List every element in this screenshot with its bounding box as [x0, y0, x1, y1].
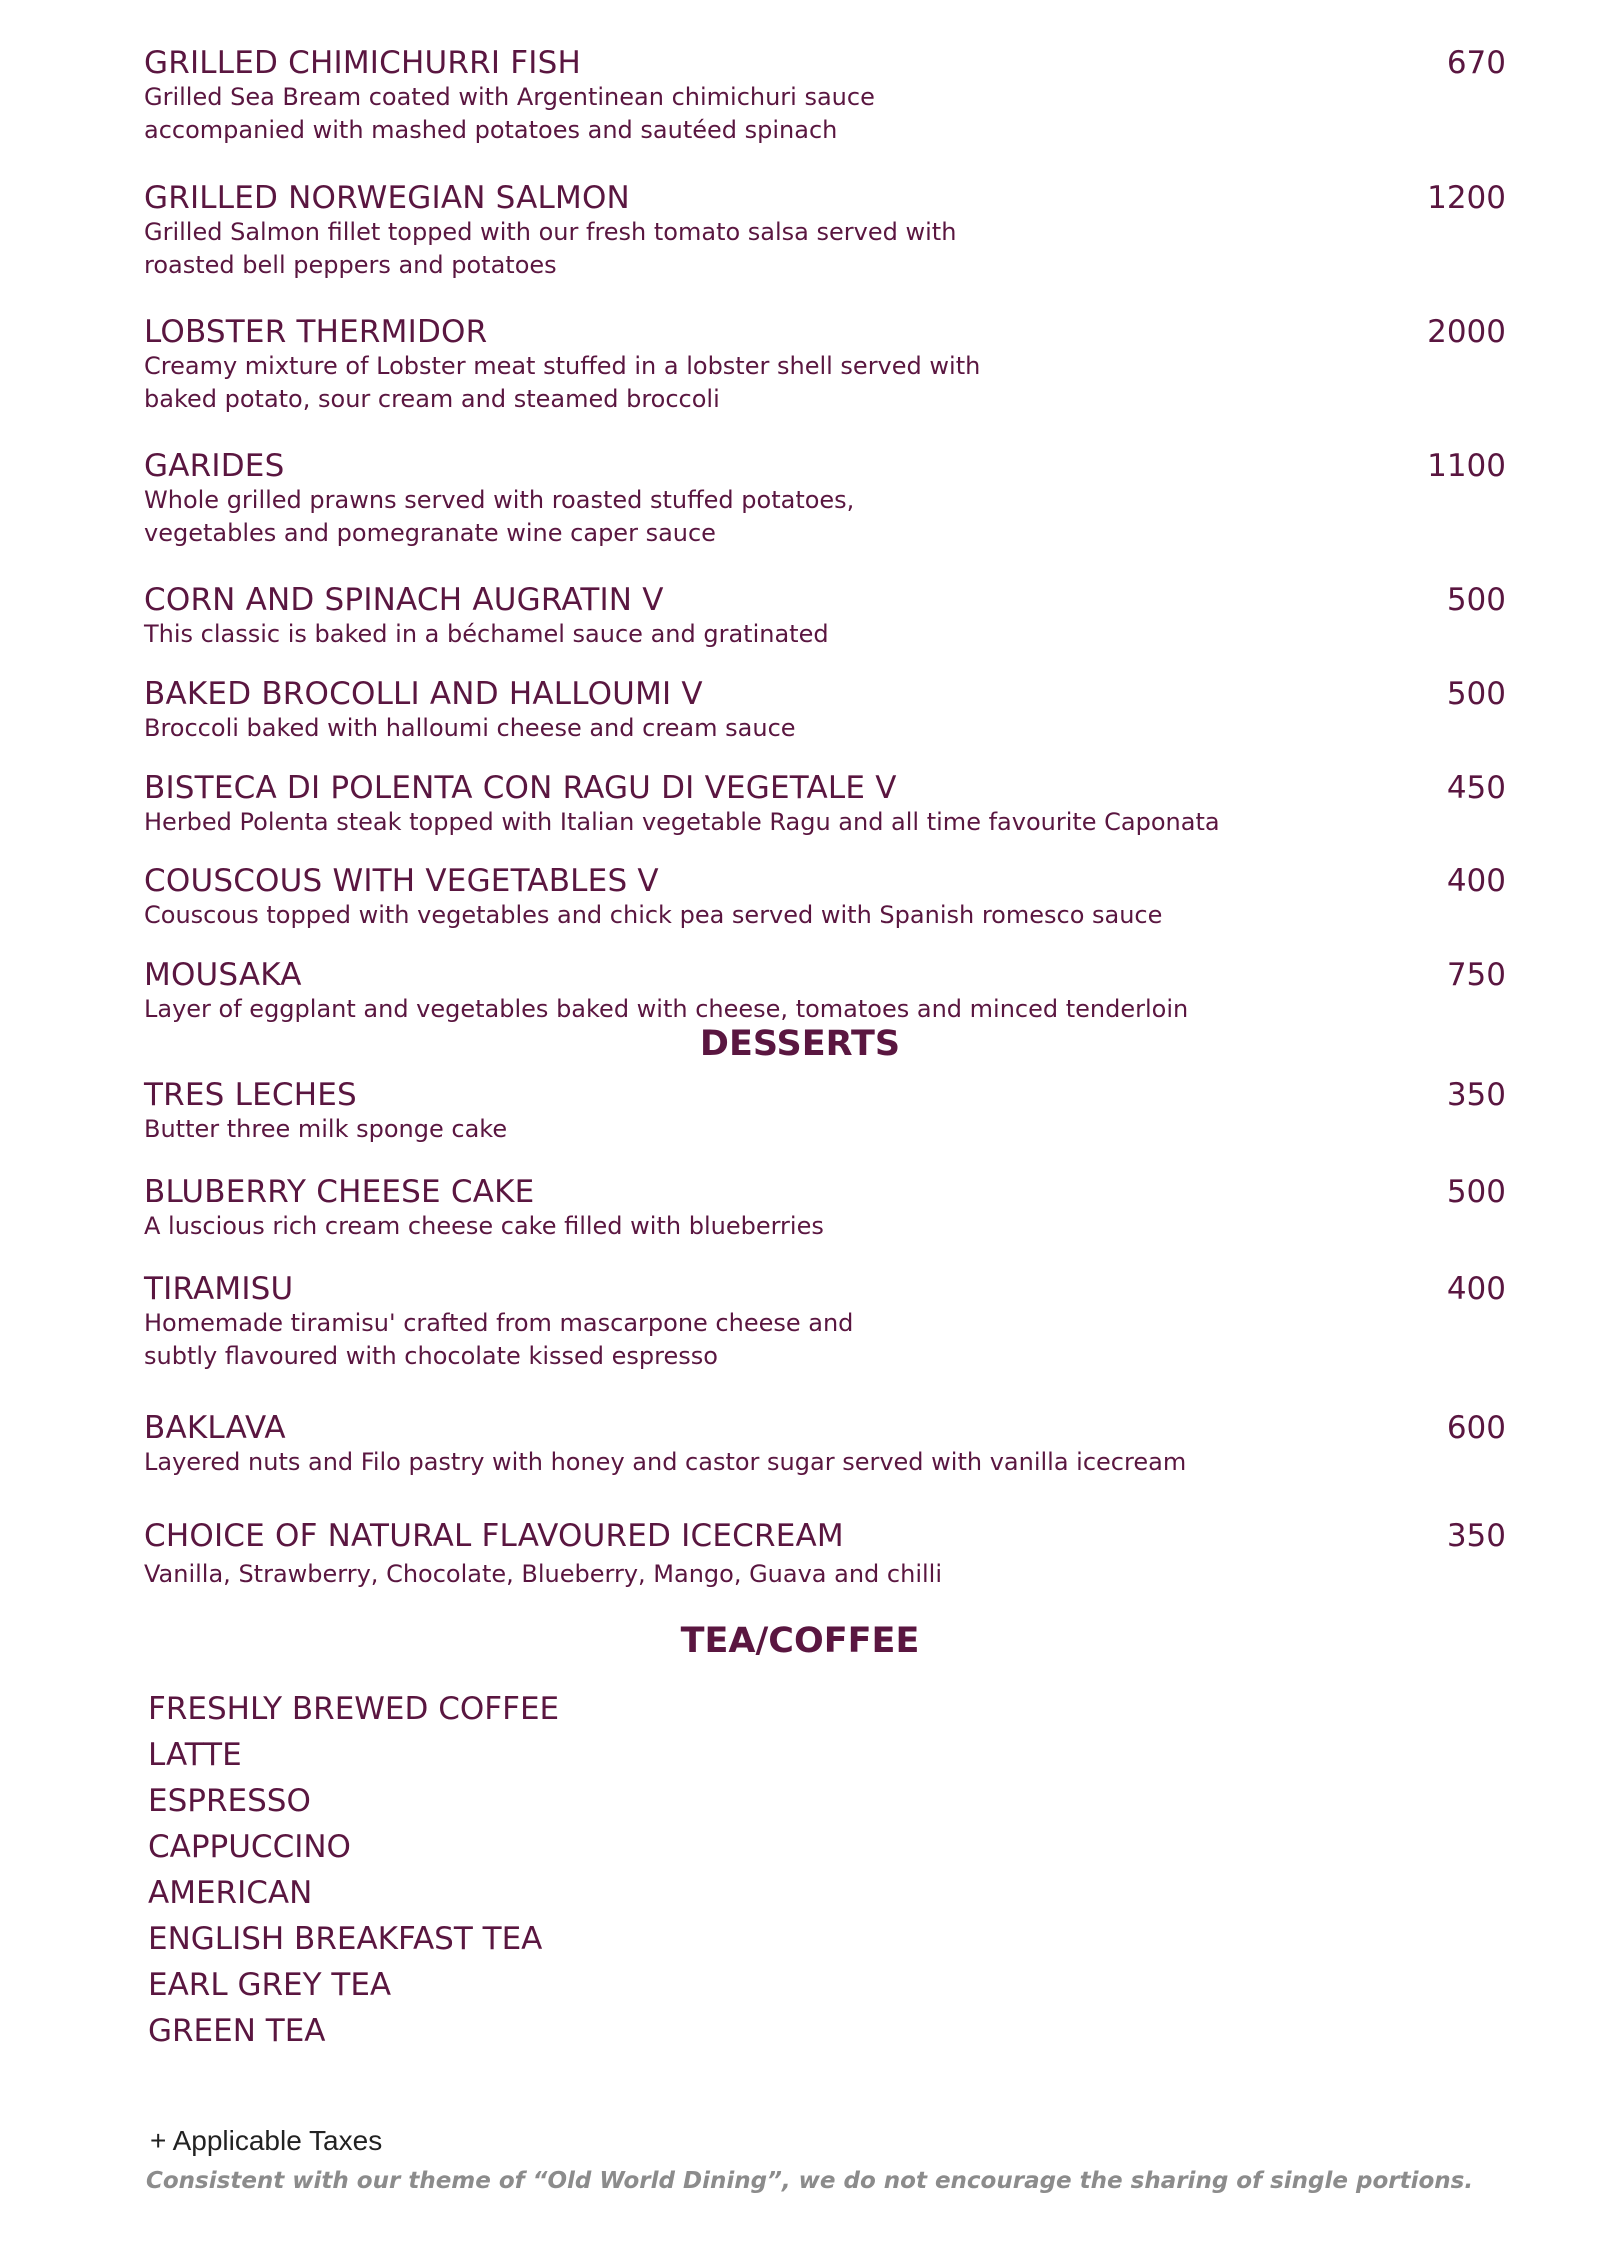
- applicable-taxes-note: + Applicable Taxes: [150, 2125, 383, 2156]
- menu-item: [144, 863, 1514, 932]
- item-price: 350: [1446, 1077, 1506, 1113]
- drink-item: AMERICAN: [148, 1875, 313, 1911]
- menu-item: [144, 180, 1514, 282]
- item-description: Layered nuts and Filo pastry with honey and castor sugar served with vanilla icecream: [144, 1448, 1187, 1476]
- item-description: Homemade tiramisu' crafted from mascarpone cheese and subtly flavoured with chocolate kissed espresso: [144, 1309, 854, 1370]
- menu-item: [144, 582, 1514, 651]
- item-name: GRILLED NORWEGIAN SALMON: [144, 180, 630, 216]
- item-name: BLUBERRY CHEESE CAKE: [144, 1174, 535, 1210]
- menu-item: [144, 1410, 1514, 1479]
- item-description: Creamy mixture of Lobster meat stuffed in a lobster shell served with baked potato, sour cream and steamed broccoli: [144, 352, 981, 413]
- item-description: Broccoli baked with halloumi cheese and cream sauce: [144, 714, 796, 742]
- drink-item: CAPPUCCINO: [148, 1829, 351, 1865]
- item-name: GARIDES: [144, 448, 285, 484]
- item-description: Couscous topped with vegetables and chick pea served with Spanish romesco sauce: [144, 901, 1163, 929]
- item-description: Layer of eggplant and vegetables baked with cheese, tomatoes and minced tenderloin: [144, 995, 1189, 1023]
- drink-item: LATTE: [148, 1737, 242, 1773]
- item-description: Whole grilled prawns served with roasted stuffed potatoes, vegetables and pomegranate wine caper sauce: [144, 486, 855, 547]
- item-price: 2000: [1427, 314, 1506, 350]
- drink-item: EARL GREY TEA: [148, 1967, 392, 2003]
- item-name: TRES LECHES: [144, 1077, 357, 1113]
- item-description: This classic is baked in a béchamel sauce and gratinated: [144, 620, 829, 648]
- item-name: CHOICE OF NATURAL FLAVOURED ICECREAM: [144, 1518, 844, 1554]
- item-price: 1100: [1427, 448, 1506, 484]
- item-name: BISTECA DI POLENTA CON RAGU DI VEGETALE V: [144, 770, 897, 806]
- item-name: BAKLAVA: [144, 1410, 286, 1446]
- item-price: 750: [1446, 957, 1506, 993]
- menu-item: [144, 957, 1514, 1026]
- item-description: Butter three milk sponge cake: [144, 1115, 508, 1143]
- item-description: Grilled Salmon fillet topped with our fresh tomato salsa served with roasted bell peppers and potatoes: [144, 218, 957, 279]
- item-description: Grilled Sea Bream coated with Argentinean chimichuri sauce accompanied with mashed potatoes and sautéed spinach: [144, 83, 875, 144]
- menu-item: [144, 1077, 1514, 1146]
- menu-item: [144, 1271, 1514, 1373]
- item-name: GRILLED CHIMICHURRI FISH: [144, 45, 582, 81]
- sharing-disclaimer: Consistent with our theme of “Old World Dining”, we do not encourage the sharing of single portions.: [146, 2168, 1474, 2194]
- menu-item: [144, 1518, 1514, 1591]
- item-price: 600: [1446, 1410, 1506, 1446]
- menu-item: [144, 1174, 1514, 1243]
- drink-item: ENGLISH BREAKFAST TEA: [148, 1921, 543, 1957]
- drink-item: FRESHLY BREWED COFFEE: [148, 1691, 560, 1727]
- menu-item: [144, 676, 1514, 745]
- item-price: 1200: [1427, 180, 1506, 216]
- item-name: LOBSTER THERMIDOR: [144, 314, 488, 350]
- item-description: A luscious rich cream cheese cake filled with blueberries: [144, 1212, 824, 1240]
- menu-item: [144, 45, 1514, 147]
- drink-item: ESPRESSO: [148, 1783, 311, 1819]
- drink-item: GREEN TEA: [148, 2013, 326, 2049]
- item-name: MOUSAKA: [144, 957, 302, 993]
- item-name: BAKED BROCOLLI AND HALLOUMI V: [144, 676, 703, 712]
- item-price: 670: [1446, 45, 1506, 81]
- desserts-heading: DESSERTS: [699, 1024, 901, 1064]
- item-name: CORN AND SPINACH AUGRATIN V: [144, 582, 664, 618]
- item-name: TIRAMISU: [144, 1271, 294, 1307]
- item-price: 350: [1446, 1518, 1506, 1554]
- item-price: 450: [1446, 770, 1506, 806]
- menu-item: [144, 448, 1514, 550]
- tea-coffee-heading: TEA/COFFEE: [680, 1621, 920, 1661]
- menu-item: [144, 314, 1514, 416]
- drinks-list: [148, 1686, 559, 2054]
- item-price: 400: [1446, 863, 1506, 899]
- menu-item: [144, 770, 1514, 839]
- item-description: Herbed Polenta steak topped with Italian vegetable Ragu and all time favourite Caponata: [144, 808, 1220, 836]
- item-price: 500: [1446, 676, 1506, 712]
- item-price: 500: [1446, 1174, 1506, 1210]
- item-price: 400: [1446, 1271, 1506, 1307]
- item-description: Vanilla, Strawberry, Chocolate, Blueberry, Mango, Guava and chilli: [144, 1560, 942, 1588]
- item-price: 500: [1446, 582, 1506, 618]
- item-name: COUSCOUS WITH VEGETABLES V: [144, 863, 659, 899]
